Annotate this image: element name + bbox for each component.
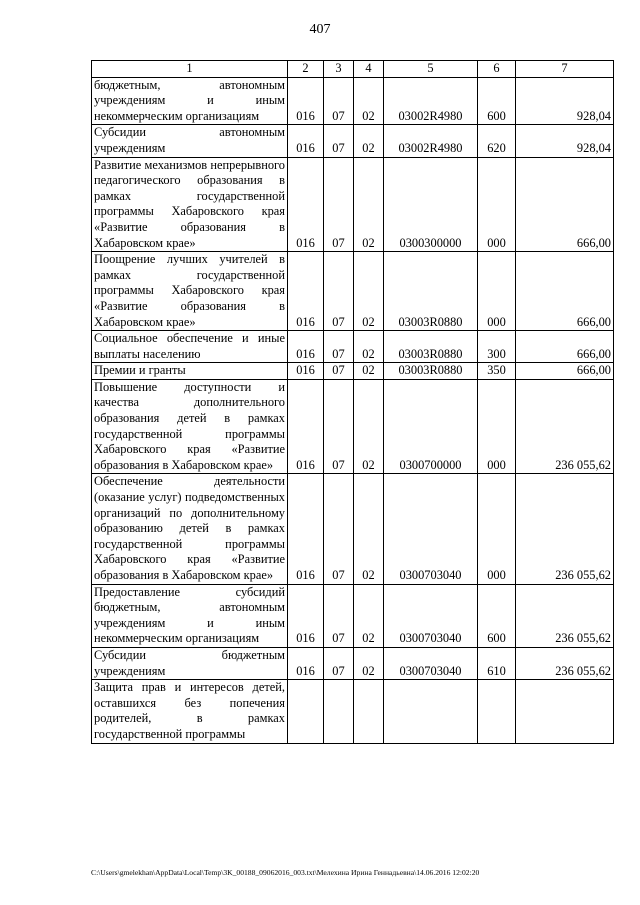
table-row xyxy=(92,647,614,679)
row-amount: 928,04 xyxy=(516,125,614,157)
row-subsection: 02 xyxy=(354,363,384,380)
row-subsection: 02 xyxy=(354,647,384,679)
row-grbs: 016 xyxy=(288,157,324,252)
row-target-article: 03002R4980 xyxy=(384,77,478,125)
row-amount: 666,00 xyxy=(516,157,614,252)
row-expense-type: 000 xyxy=(478,379,516,474)
row-grbs: 016 xyxy=(288,252,324,331)
row-expense-type: 610 xyxy=(478,647,516,679)
row-expense-type: 350 xyxy=(478,363,516,380)
table-row xyxy=(92,363,614,380)
row-expense-type: 620 xyxy=(478,125,516,157)
row-subsection xyxy=(354,680,384,743)
row-subsection: 02 xyxy=(354,331,384,363)
row-section: 07 xyxy=(324,647,354,679)
row-target-article: 0300703040 xyxy=(384,647,478,679)
row-amount: 236 055,62 xyxy=(516,647,614,679)
row-grbs: 016 xyxy=(288,363,324,380)
row-amount: 236 055,62 xyxy=(516,474,614,584)
page-number: 407 xyxy=(309,22,331,37)
row-amount: 236 055,62 xyxy=(516,379,614,474)
row-section: 07 xyxy=(324,77,354,125)
row-grbs: 016 xyxy=(288,647,324,679)
header-col-1: 1 xyxy=(92,61,288,78)
row-subsection: 02 xyxy=(354,157,384,252)
row-grbs xyxy=(288,680,324,743)
row-grbs: 016 xyxy=(288,125,324,157)
row-subsection: 02 xyxy=(354,584,384,647)
header-col-7: 7 xyxy=(516,61,614,78)
row-target-article: 03003R0880 xyxy=(384,363,478,380)
row-target-article: 03003R0880 xyxy=(384,252,478,331)
table-row xyxy=(92,680,614,743)
row-subsection: 02 xyxy=(354,252,384,331)
row-section: 07 xyxy=(324,331,354,363)
row-name: Обеспечение деятельности (оказание услуг) подведомственных организаций по дополнительному образованию детей в рамках государственной программы Хабаровского края «Развитие образования в Хабаровском крае» xyxy=(92,474,288,584)
header-row xyxy=(92,61,614,78)
row-amount: 236 055,62 xyxy=(516,584,614,647)
row-expense-type: 000 xyxy=(478,157,516,252)
row-name: Предоставление субсидий бюджетным, автономным учреждениям и иным некоммерческим организациям xyxy=(92,584,288,647)
header-col-2: 2 xyxy=(288,61,324,78)
row-section: 07 xyxy=(324,379,354,474)
row-name: Премии и гранты xyxy=(92,363,288,380)
row-grbs: 016 xyxy=(288,584,324,647)
table-row xyxy=(92,157,614,252)
table-row xyxy=(92,379,614,474)
table-row xyxy=(92,474,614,584)
row-subsection: 02 xyxy=(354,379,384,474)
row-section xyxy=(324,680,354,743)
budget-table xyxy=(91,60,614,744)
row-amount: 666,00 xyxy=(516,331,614,363)
header-col-3: 3 xyxy=(324,61,354,78)
row-amount xyxy=(516,680,614,743)
table-row xyxy=(92,584,614,647)
row-name: Повышение доступности и качества дополнительного образования детей в рамках государственной программы Хабаровского края «Развитие образования в Хабаровском крае» xyxy=(92,379,288,474)
row-amount: 928,04 xyxy=(516,77,614,125)
row-grbs: 016 xyxy=(288,379,324,474)
table-body xyxy=(92,77,614,743)
row-section: 07 xyxy=(324,474,354,584)
row-expense-type: 600 xyxy=(478,584,516,647)
header-col-5: 5 xyxy=(384,61,478,78)
footer-path: C:\Users\gmelekhan\AppData\Local\Temp\3K_00188_09062016_003.txt\Мелехина Ирина Геннадьевна\14.06.2016 12:02:20 xyxy=(91,868,480,877)
row-name: Социальное обеспечение и иные выплаты населению xyxy=(92,331,288,363)
row-section: 07 xyxy=(324,363,354,380)
row-target-article xyxy=(384,680,478,743)
row-name: Субсидии автономным учреждениям xyxy=(92,125,288,157)
row-subsection: 02 xyxy=(354,474,384,584)
row-section: 07 xyxy=(324,252,354,331)
row-section: 07 xyxy=(324,157,354,252)
row-subsection: 02 xyxy=(354,77,384,125)
row-expense-type: 300 xyxy=(478,331,516,363)
row-section: 07 xyxy=(324,584,354,647)
row-expense-type: 600 xyxy=(478,77,516,125)
row-amount: 666,00 xyxy=(516,252,614,331)
table-row xyxy=(92,331,614,363)
row-amount: 666,00 xyxy=(516,363,614,380)
header-col-6: 6 xyxy=(478,61,516,78)
row-grbs: 016 xyxy=(288,331,324,363)
header-col-4: 4 xyxy=(354,61,384,78)
row-section: 07 xyxy=(324,125,354,157)
table-row xyxy=(92,125,614,157)
row-target-article: 0300703040 xyxy=(384,474,478,584)
row-target-article: 0300700000 xyxy=(384,379,478,474)
row-name: Поощрение лучших учителей в рамках государственной программы Хабаровского края «Развитие образования в Хабаровском крае» xyxy=(92,252,288,331)
row-target-article: 0300300000 xyxy=(384,157,478,252)
row-target-article: 03002R4980 xyxy=(384,125,478,157)
table-row xyxy=(92,252,614,331)
row-name: Субсидии бюджетным учреждениям xyxy=(92,647,288,679)
row-grbs: 016 xyxy=(288,474,324,584)
row-expense-type xyxy=(478,680,516,743)
row-name: Защита прав и интересов детей, оставшихся без попечения родителей, в рамках государственной программы xyxy=(92,680,288,743)
row-expense-type: 000 xyxy=(478,252,516,331)
row-name: Развитие механизмов непрерывного педагогического образования в рамках государственной программы Хабаровского края «Развитие образования в Хабаровском крае» xyxy=(92,157,288,252)
row-expense-type: 000 xyxy=(478,474,516,584)
row-target-article: 0300703040 xyxy=(384,584,478,647)
row-grbs: 016 xyxy=(288,77,324,125)
row-subsection: 02 xyxy=(354,125,384,157)
table-row xyxy=(92,77,614,125)
row-target-article: 03003R0880 xyxy=(384,331,478,363)
row-name: бюджетным, автономным учреждениям и иным некоммерческим организациям xyxy=(92,77,288,125)
